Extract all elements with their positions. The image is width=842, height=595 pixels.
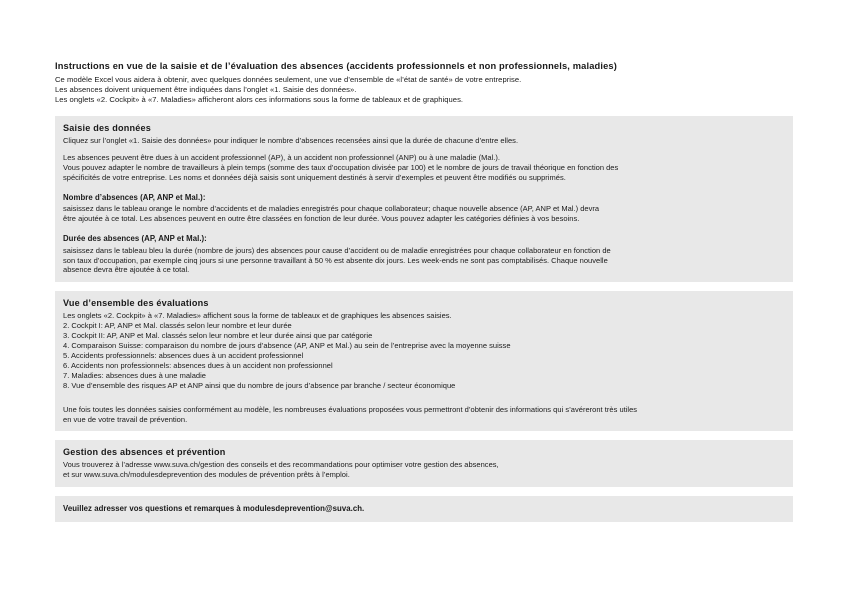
saisie-para1-line-3: spécificités de votre entreprise. Les noms et données déjà saisis sont uniquement destinés à servir d’exemples et peuvent être modifiés ou supprimés. bbox=[63, 173, 566, 183]
section-contact bbox=[55, 496, 793, 522]
saisie-intro: Cliquez sur l’onglet «1. Saisie des données» pour indiquer le nombre d’absences recensées ainsi que la durée de chacune d’entre elles. bbox=[63, 136, 519, 146]
list-item: 5. Accidents professionnels: absences dues à un accident professionnel bbox=[63, 350, 304, 360]
evaluations-closing-line-1: Une fois toutes les données saisies conformément au modèle, les nombreuses évaluations proposées vous permettront d’obtenir des informations qui s’avéreront très utiles bbox=[63, 404, 638, 414]
list-item: 2. Cockpit I: AP, ANP et Mal. classés selon leur nombre et leur durée bbox=[63, 321, 292, 331]
duree-absences-line-2: son taux d’occupation, par exemple cinq jours si une personne travaillant à 50 % est absente dix jours. Les week-ends ne sont pas comptabilisés. Chaque nouvelle bbox=[63, 255, 608, 265]
section-saisie-des-donnees bbox=[55, 116, 793, 282]
saisie-para1-line-1: Les absences peuvent être dues à un accident professionnel (AP), à un accident non professionnel (ANP) ou à une maladie (Mal.). bbox=[63, 153, 500, 163]
evaluations-heading: Vue d’ensemble des évaluations bbox=[63, 298, 209, 309]
saisie-para1-line-2: Vous pouvez adapter le nombre de travailleurs à plein temps (somme des taux d’occupation divisée par 100) et le nombre de jours de travail théorique en fonction des bbox=[63, 163, 619, 173]
band-separator bbox=[55, 431, 795, 440]
subheading-duree-absences: Durée des absences (AP, ANP et Mal.): bbox=[63, 234, 207, 244]
band-separator bbox=[55, 487, 795, 496]
gestion-line-2: et sur www.suva.ch/modulesdeprevention des modules de prévention prêts à l’emploi. bbox=[63, 470, 350, 480]
spacer bbox=[63, 224, 785, 234]
duree-absences-line-1: saisissez dans le tableau bleu la durée (nombre de jours) des absences pour cause d’accident ou de maladie enregistrées pour chaque collaborateur en fonction de bbox=[63, 245, 611, 255]
nombre-absences-line-2: être ajoutée à ce total. Les absences peuvent en outre être classées en fonction de leur durée. Vous pouvez adapter les catégories définies à vos besoins. bbox=[63, 214, 580, 224]
intro-block bbox=[55, 60, 795, 104]
list-item: 7. Maladies: absences dues à une maladie bbox=[63, 370, 206, 380]
spacer bbox=[63, 146, 785, 153]
list-item: 3. Cockpit II: AP, ANP et Mal. classés selon leur nombre et leur durée ainsi que par catégorie bbox=[63, 331, 373, 341]
nombre-absences-line-1: saisissez dans le tableau orange le nombre d’accidents et de maladies enregistrés pour chaque collaborateur; chaque nouvelle absence (AP, ANP et Mal.) devra bbox=[63, 204, 600, 214]
gestion-line-1: Vous trouverez à l’adresse www.suva.ch/gestion des conseils et des recommandations pour optimiser votre gestion des absences, bbox=[63, 460, 499, 470]
intro-line-2: Les absences doivent uniquement être indiquées dans l’onglet «1. Saisie des données». bbox=[55, 84, 357, 94]
gestion-heading: Gestion des absences et prévention bbox=[63, 447, 226, 458]
page-title: Instructions en vue de la saisie et de l’évaluation des absences (accidents professionnels et non professionnels, maladies) bbox=[55, 61, 617, 71]
band-separator bbox=[55, 282, 795, 291]
evaluations-closing-line-2: en vue de votre travail de prévention. bbox=[63, 414, 188, 424]
section-vue-ensemble-evaluations bbox=[55, 291, 793, 431]
spacer bbox=[63, 391, 785, 405]
list-item: 8. Vue d’ensemble des risques AP et ANP ainsi que du nombre de jours d’absence par branche / secteur économique bbox=[63, 380, 456, 390]
duree-absences-line-3: absence devra être ajoutée à ce total. bbox=[63, 265, 190, 275]
contact-line: Veuillez adresser vos questions et remarques à modulesdeprevention@suva.ch. bbox=[63, 504, 365, 514]
intro-line-1: Ce modèle Excel vous aidera à obtenir, avec quelques données seulement, une vue d’ensemble de «l’état de santé» de votre entreprise. bbox=[55, 75, 522, 84]
saisie-heading: Saisie des données bbox=[63, 123, 152, 134]
evaluations-intro: Les onglets «2. Cockpit» à «7. Maladies» affichent sous la forme de tableaux et de graphiques les absences saisies. bbox=[63, 311, 452, 321]
section-gestion-absences-prevention bbox=[55, 440, 793, 487]
list-item: 6. Accidents non professionnels: absences dues à un accident non professionnel bbox=[63, 360, 333, 370]
subheading-nombre-absences: Nombre d’absences (AP, ANP et Mal.): bbox=[63, 193, 206, 203]
spacer bbox=[63, 183, 785, 193]
document-content bbox=[55, 60, 795, 522]
list-item: 4. Comparaison Suisse: comparaison du nombre de jours d’absence (AP, ANP et Mal.) au sein de l’entreprise avec la moyenne suisse bbox=[63, 341, 511, 351]
intro-line-3: Les onglets «2. Cockpit» à «7. Maladies» afficheront alors ces informations sous la forme de tableaux et de graphiques. bbox=[55, 94, 464, 104]
